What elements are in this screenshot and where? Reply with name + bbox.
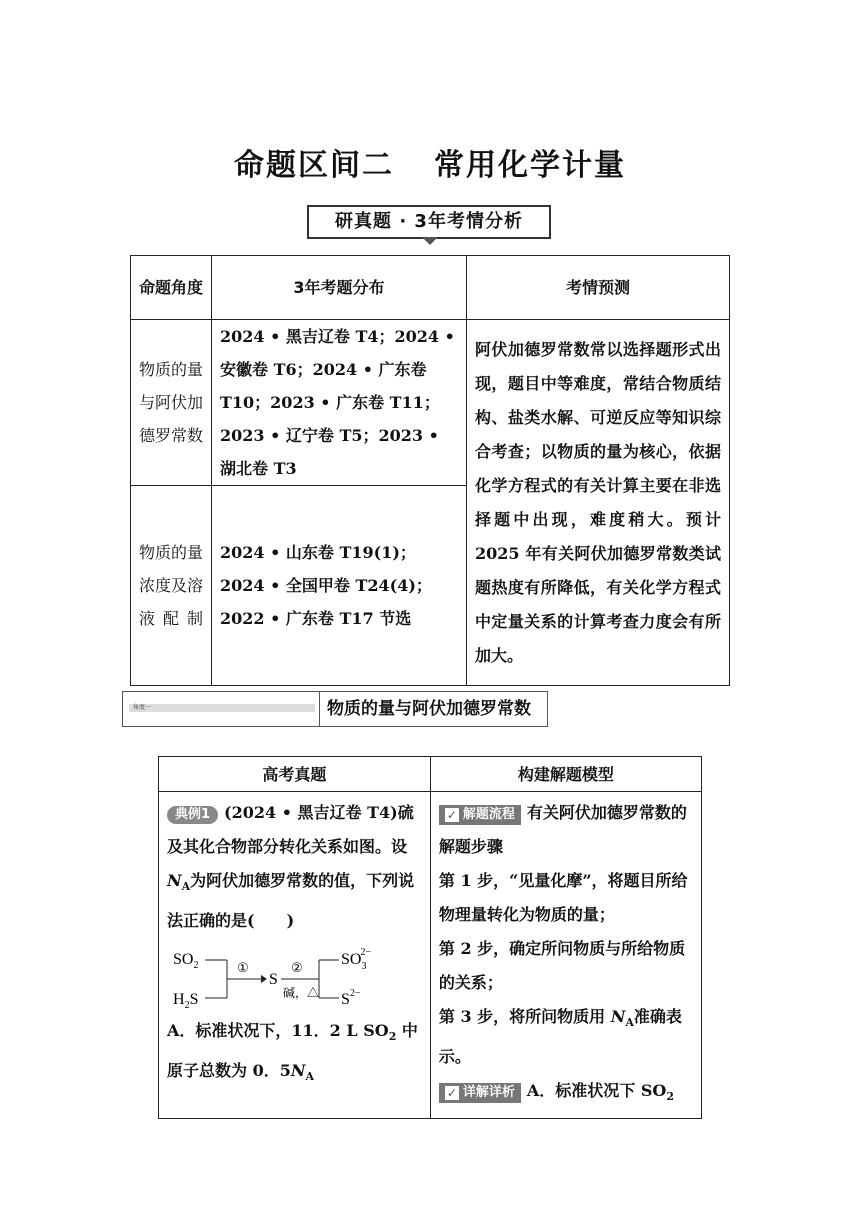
condition-label: 碱，△ (283, 986, 320, 1001)
so2-label: $SO_2$ (173, 951, 199, 972)
example-text: (2024 • 黑吉辽卷 T4)硫及其化合物部分转化关系如图。设 (167, 803, 414, 856)
example-table (158, 756, 702, 1119)
header-exam: 高考真题 (159, 757, 431, 792)
arrow-1-head-icon (261, 975, 267, 983)
model-cell (430, 792, 701, 1119)
check-icon: ✓ (446, 1085, 457, 1100)
option-a: A．标准状况下，11．2 L $SO_2$ 中原子总数为 0．$5N_A$ (167, 1021, 418, 1084)
s2-label: $S^{2-}$ (341, 988, 361, 1009)
page-title (0, 140, 860, 184)
step2-label: ② (291, 960, 303, 976)
section-tag: 角度一 (133, 704, 152, 711)
so3-label: $SO_32-$ (341, 947, 372, 973)
detail-text: A．标准状况下 $SO_2$ (526, 1081, 675, 1104)
section-title: 物质的量与阿伏加德罗常数 (327, 699, 531, 719)
section-header (122, 691, 548, 727)
example-badge: 典例1 (167, 806, 218, 824)
step-2: 第 2 步，确定所问物质与所给物质的关系； (438, 939, 686, 992)
header-forecast: 考情预测 (467, 256, 730, 320)
angle-cell: 物质的量浓度及溶液配制 (131, 486, 212, 686)
title-right: 常用化学计量 (434, 148, 626, 183)
section-tag-bar (129, 704, 315, 712)
header-model: 构建解题模型 (430, 757, 701, 792)
angle-cell: 物质的量与阿伏加德罗常数 (131, 320, 212, 486)
example-cell (159, 792, 431, 1119)
distribution-cell: 2024 • 黑吉辽卷 T4；2024 • 安徽卷 T6；2024 • 广东卷 T10；2023 • 广东卷 T11；2023 • 辽宁卷 T5；2023 • 湖北卷 T3 (212, 320, 467, 486)
forecast-cell: 阿伏加德罗常数常以选择题形式出现，题目中等难度，常结合物质结构、盐类水解、可逆反应等知识综合考查；以物质的量为核心，依据化学方程式的有关计算主要在非选择题中出现，难度稍大。预计 2025 年有关阿伏加德罗常数类试题热度有所降低，有关化学方程式中定量关系的计算考查力度会有所加大。 (467, 320, 730, 686)
flow-title: 有关阿伏加德罗常数的解题步骤 (438, 803, 687, 856)
banner-arrow-icon (422, 237, 438, 245)
s-label: S (269, 971, 278, 989)
title-left: 命题区间二 (234, 148, 394, 183)
example-text-2: 为阿伏加德罗常数的值，下列说法正确的是( ) (167, 871, 415, 931)
header-distribution: 3年考题分布 (212, 256, 467, 320)
step1-label: ① (237, 960, 249, 976)
header-angle: 命题角度 (131, 256, 212, 320)
na-symbol: N (167, 871, 182, 890)
h2s-label: $H_2S$ (173, 991, 199, 1012)
distribution-cell: 2024 • 山东卷 T19(1)；2024 • 全国甲卷 T24(4)；2022 • 广东卷 T17 节选 (212, 486, 467, 686)
section-banner (307, 205, 551, 237)
exam-analysis-table (130, 255, 730, 686)
flow-tag: ✓ 解题流程 (439, 805, 521, 825)
na-sub: A (181, 880, 191, 894)
section-tag-area (123, 692, 320, 726)
banner-label: 研真题 · 3年考情分析 (307, 205, 551, 239)
detail-tag: ✓ 详解详析 (439, 1083, 521, 1103)
step-1: 第 1 步，“见量化摩”，将题目所给物理量转化为物质的量； (438, 871, 688, 924)
conversion-diagram (167, 942, 397, 1014)
step-3: 第 3 步，将所问物质用 $N_A$准确表示。 (438, 1007, 682, 1067)
check-icon: ✓ (446, 807, 457, 822)
